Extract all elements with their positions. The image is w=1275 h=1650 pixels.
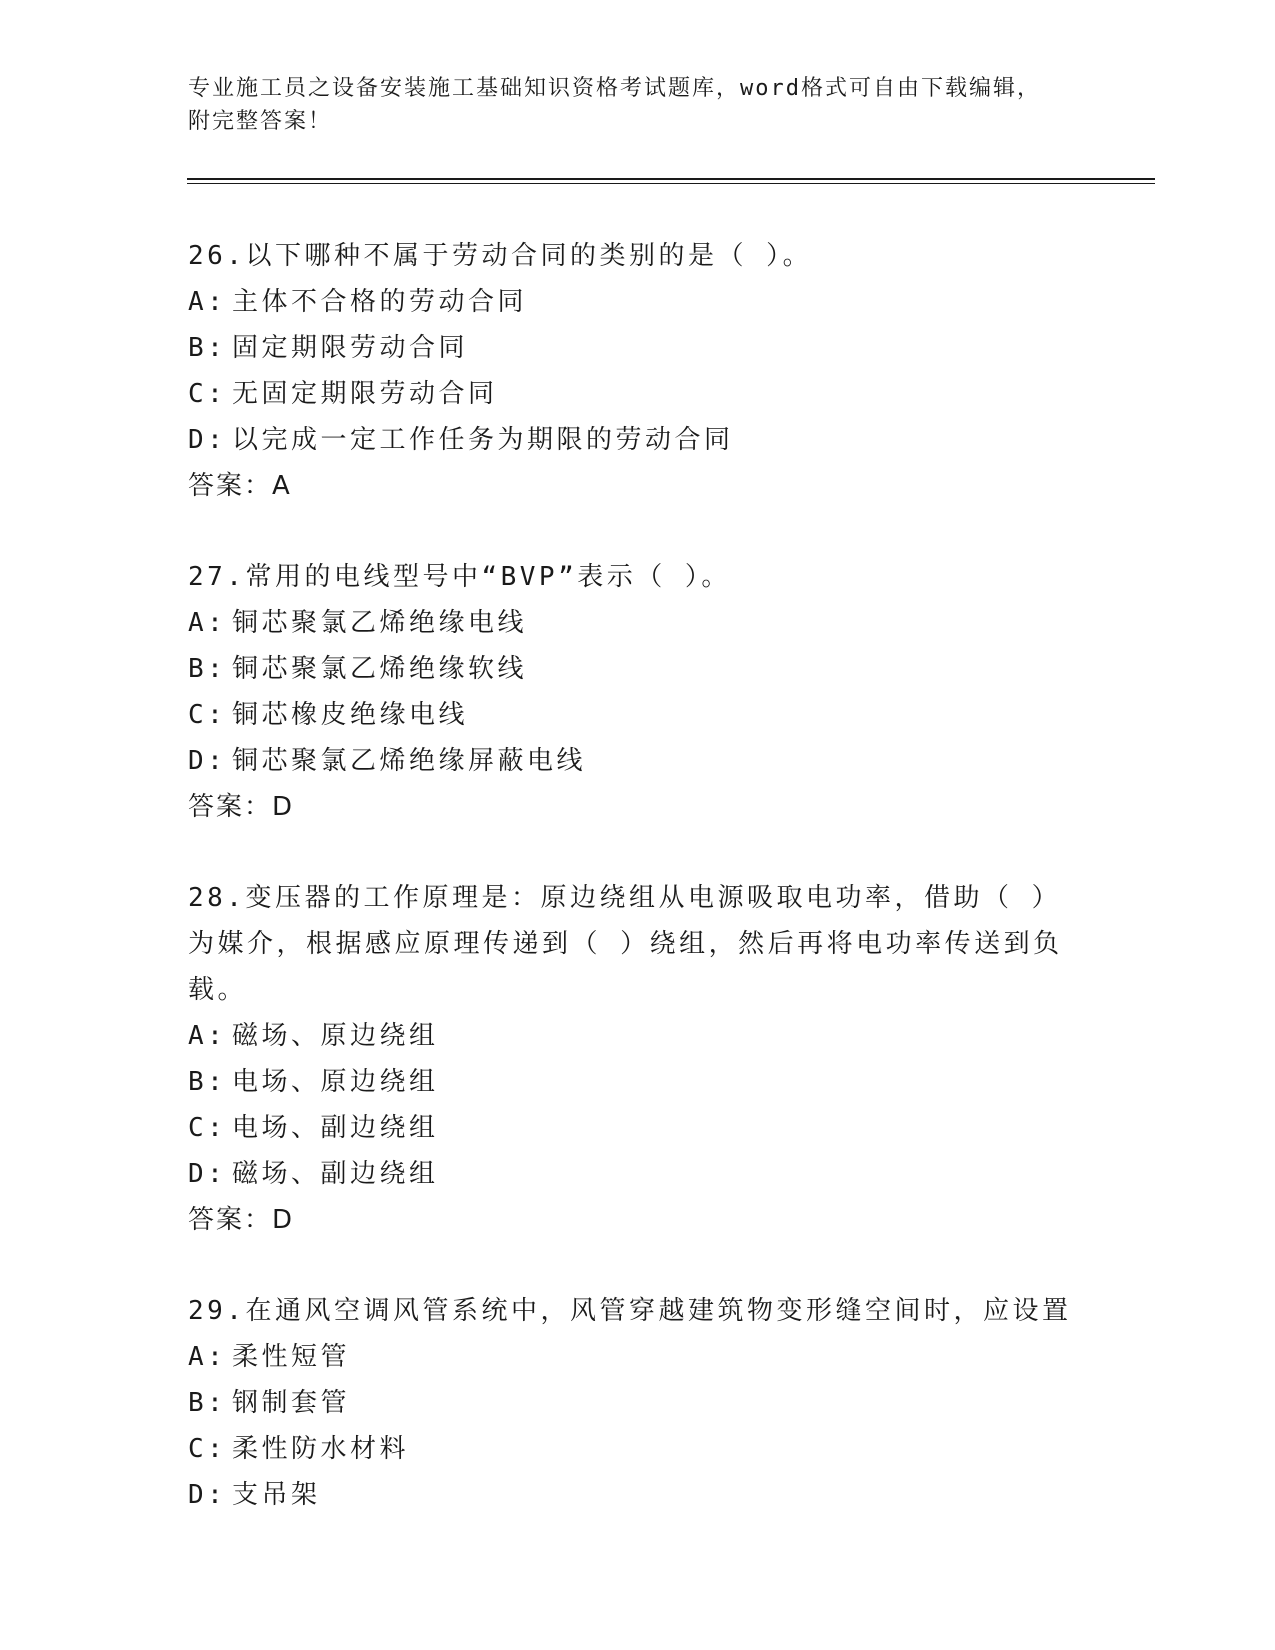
answer-label: 答案：A (188, 471, 292, 501)
option-c (188, 371, 1088, 417)
option-text: 铜芯橡皮绝缘电线 (232, 700, 469, 730)
option-key: C: (188, 1113, 227, 1143)
option-a (188, 600, 1088, 646)
question-list (188, 233, 1088, 1563)
question-27 (188, 554, 1088, 830)
header-divider-thin (187, 183, 1155, 184)
option-d (188, 417, 1088, 463)
question-stem: 26.以下哪种不属于劳动合同的类别的是（ ）。 (188, 241, 813, 271)
answer-label: 答案：D (188, 792, 295, 822)
option-d (188, 1472, 1088, 1518)
option-text: 电场、副边绕组 (232, 1113, 439, 1143)
question-26 (188, 233, 1088, 509)
option-key: D: (188, 1159, 227, 1189)
option-a (188, 1334, 1088, 1380)
question-stem: 29.在通风空调风管系统中，风管穿越建筑物变形缝空间时，应设置 (188, 1296, 1072, 1326)
question-29 (188, 1288, 1088, 1518)
header-divider-thick (187, 178, 1155, 180)
option-text: 无固定期限劳动合同 (232, 379, 498, 409)
option-text: 铜芯聚氯乙烯绝缘电线 (232, 608, 528, 638)
option-key: D: (188, 1480, 227, 1510)
option-text: 柔性防水材料 (232, 1434, 410, 1464)
option-text: 铜芯聚氯乙烯绝缘软线 (232, 654, 528, 684)
option-text: 主体不合格的劳动合同 (232, 287, 528, 317)
option-text: 铜芯聚氯乙烯绝缘屏蔽电线 (232, 746, 587, 776)
question-stem: 28.变压器的工作原理是：原边绕组从电源吸取电功率，借助（ ）为媒介，根据感应原理传递到（ ）绕组，然后再将电功率传送到负载。 (188, 883, 1063, 1005)
option-text: 以完成一定工作任务为期限的劳动合同 (232, 425, 734, 455)
option-key: D: (188, 425, 227, 455)
option-b (188, 1059, 1088, 1105)
option-text: 固定期限劳动合同 (232, 333, 469, 363)
option-c (188, 1105, 1088, 1151)
option-key: B: (188, 1388, 227, 1418)
question-stem: 27.常用的电线型号中“BVP”表示（ ）。 (188, 562, 731, 592)
option-key: B: (188, 654, 227, 684)
header-line-1: 专业施工员之设备安装施工基础知识资格考试题库，word格式可自由下载编辑， (188, 76, 1041, 101)
option-c (188, 1426, 1088, 1472)
option-b (188, 1380, 1088, 1426)
option-key: B: (188, 333, 227, 363)
option-key: D: (188, 746, 227, 776)
option-text: 钢制套管 (232, 1388, 351, 1418)
option-key: B: (188, 1067, 227, 1097)
option-c (188, 692, 1088, 738)
option-a (188, 279, 1088, 325)
option-key: C: (188, 700, 227, 730)
option-key: A: (188, 287, 227, 317)
option-text: 支吊架 (232, 1480, 321, 1510)
question-28 (188, 875, 1088, 1243)
option-d (188, 738, 1088, 784)
option-b (188, 325, 1088, 371)
option-key: A: (188, 1021, 227, 1051)
option-b (188, 646, 1088, 692)
option-key: A: (188, 1342, 227, 1372)
option-text: 柔性短管 (232, 1342, 351, 1372)
option-a (188, 1013, 1088, 1059)
option-text: 磁场、副边绕组 (232, 1159, 439, 1189)
option-key: C: (188, 379, 227, 409)
header-line-2: 附完整答案！ (188, 109, 333, 134)
option-text: 电场、原边绕组 (232, 1067, 439, 1097)
option-key: C: (188, 1434, 227, 1464)
document-header (188, 72, 1088, 138)
answer-label: 答案：D (188, 1205, 295, 1235)
option-key: A: (188, 608, 227, 638)
option-text: 磁场、原边绕组 (232, 1021, 439, 1051)
option-d (188, 1151, 1088, 1197)
